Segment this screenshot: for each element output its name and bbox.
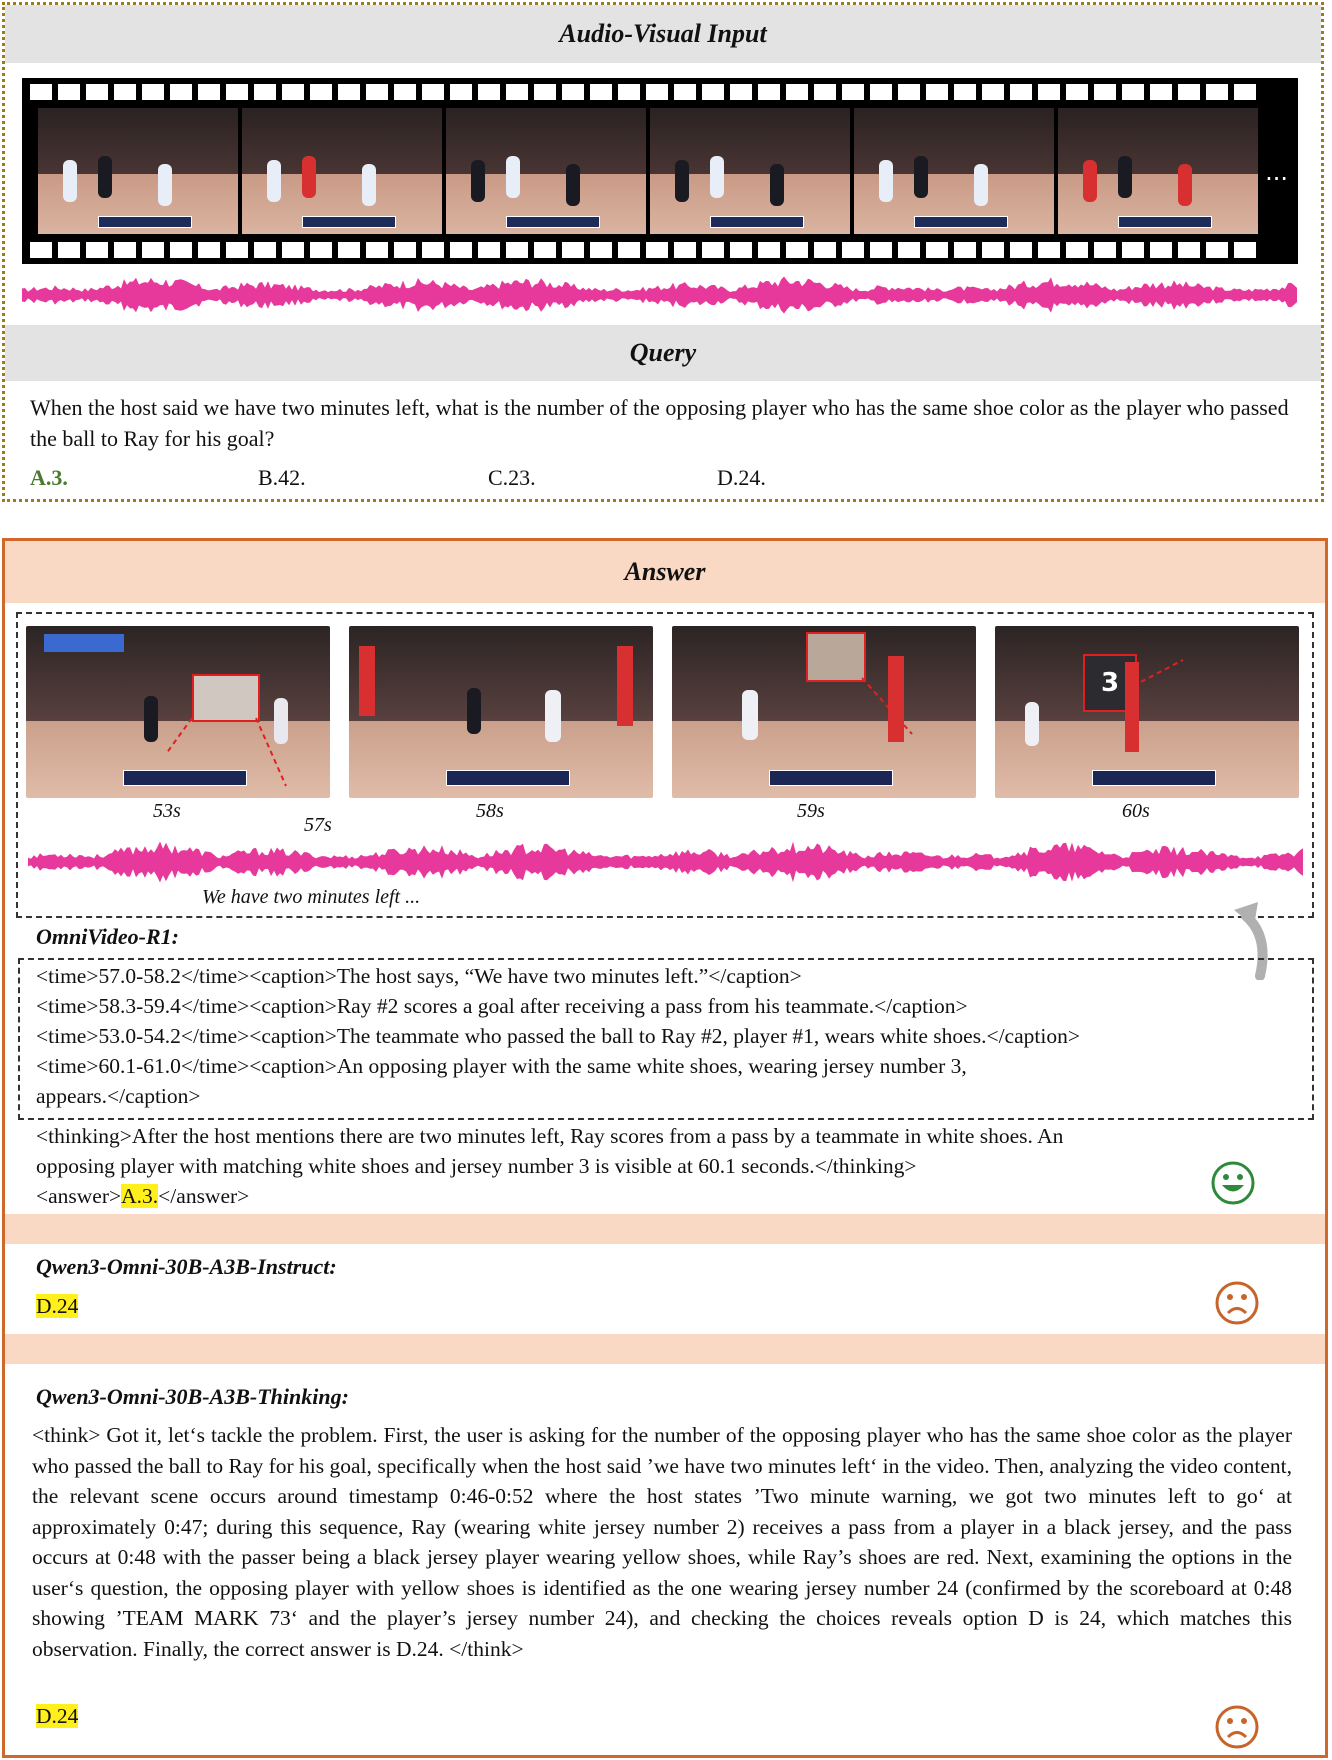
option-d: D.24. bbox=[717, 465, 766, 490]
film-frame bbox=[446, 108, 646, 234]
film-frame bbox=[38, 108, 238, 234]
option-a: A.3. bbox=[30, 465, 68, 490]
thinking-model-label: Qwen3-Omni-30B-A3B-Thinking: bbox=[36, 1384, 349, 1409]
query-title: Query bbox=[629, 338, 697, 367]
caption-line-5: appears.</caption> bbox=[36, 1084, 201, 1108]
caption-line-4: <time>60.1-61.0</time><caption>An opposing player with the same white shoes, wearing jersey number 3, bbox=[36, 1054, 967, 1078]
caption-line-1: <time>57.0-58.2</time><caption>The host says, “We have two minutes left.”</caption> bbox=[36, 964, 802, 988]
happy-face-icon bbox=[1210, 1160, 1256, 1206]
film-frame bbox=[242, 108, 442, 234]
more-frames-ellipsis: ... bbox=[1265, 158, 1288, 186]
thinking-line-2: opposing player with matching white shoes and jersey number 3 is visible at 60.1 seconds.</thinking> bbox=[36, 1154, 917, 1178]
query-header bbox=[5, 325, 1321, 381]
answer-title: Answer bbox=[624, 557, 706, 586]
option-b: B.42. bbox=[258, 465, 306, 490]
time-label-53s: 53s bbox=[153, 800, 181, 822]
instruct-answer-value: D.24 bbox=[36, 1294, 79, 1318]
instruct-label: Qwen3-Omni-30B-A3B-Instruct: bbox=[36, 1254, 337, 1279]
instruct-answer-line bbox=[36, 1294, 78, 1319]
thinking-line-1: <thinking>After the host mentions there are two minutes left, Ray scores from a pass by a teammate in white shoes. An bbox=[36, 1124, 1064, 1148]
keyframe-60s bbox=[995, 626, 1299, 798]
filmstrip-frames bbox=[38, 108, 1258, 234]
caption-line-3: <time>53.0-54.2</time><caption>The teammate who passed the ball to Ray #2, player #1, wears white shoes.</caption> bbox=[36, 1024, 1080, 1048]
video-filmstrip bbox=[22, 78, 1298, 264]
separator-2 bbox=[5, 1334, 1325, 1364]
time-label-58s: 58s bbox=[476, 800, 504, 822]
keyframe-58s bbox=[349, 626, 653, 798]
option-c: C.23. bbox=[488, 465, 536, 490]
film-frame bbox=[854, 108, 1054, 234]
sprocket-row-bottom bbox=[30, 242, 1290, 258]
time-label-57s: 57s bbox=[304, 814, 332, 836]
film-frame bbox=[650, 108, 850, 234]
sad-face-icon bbox=[1214, 1704, 1260, 1750]
omni-answer-line bbox=[36, 1184, 249, 1209]
film-frame bbox=[1058, 108, 1258, 234]
thinking-answer-value: D.24 bbox=[36, 1704, 79, 1728]
answer-audio-waveform bbox=[28, 838, 1304, 886]
keyframe-59s bbox=[672, 626, 976, 798]
omni-answer-value: A.3. bbox=[121, 1184, 159, 1208]
sprocket-row-top bbox=[30, 84, 1290, 100]
time-label-60s: 60s bbox=[1122, 800, 1150, 822]
thinking-answer-line bbox=[36, 1704, 78, 1729]
time-label-59s: 59s bbox=[797, 800, 825, 822]
sad-face-icon bbox=[1214, 1280, 1260, 1326]
audio-quote: We have two minutes left ... bbox=[202, 886, 421, 908]
jersey-zoom: 3 bbox=[1083, 654, 1137, 712]
answer-close-tag: </answer> bbox=[158, 1184, 250, 1208]
thinking-model-text: <think> Got it, let‘s tackle the problem. First, the user is asking for the number of the opposing player who has the same shoe color as the player who passed the ball to Ray for his goal, specifically when the host said ’we have two minutes left‘ in the video. Then, analyzing the video content, the relevant scene occurs around timestamp 0:46-0:52 where the host states ’Two minute warning, we got two minutes left to go‘ at approximately 0:47; during this sequence, Ray (wearing white jersey number 2) receives a pass from a player in a black jersey, and the pass occurs at 0:48 with the passer being a black jersey player wearing yellow shoes, while Ray’s shoes are red. Next, examining the options in the user‘s question, the opposing player with yellow shoes is identified as the one wearing jersey number 24 (confirmed by the scoreboard at 0:48 showing ’TEAM MARK 73‘ and the player’s jersey number 24), and checking the choices reveals option D is 24, which matches this observation. Finally, the correct answer is D.24. </think> bbox=[32, 1423, 1292, 1661]
answer-open-tag: <answer> bbox=[36, 1184, 122, 1208]
separator-1 bbox=[5, 1214, 1325, 1244]
input-header bbox=[5, 5, 1321, 63]
query-question: When the host said we have two minutes left, what is the number of the opposing player who has the same shoe color as the player who passed the ball to Ray for his goal? bbox=[30, 395, 1289, 451]
omnivideo-r1-label: OmniVideo-R1: bbox=[36, 924, 180, 949]
audio-waveform bbox=[22, 272, 1298, 318]
caption-line-2: <time>58.3-59.4</time><caption>Ray #2 scores a goal after receiving a pass from his teammate.</caption> bbox=[36, 994, 968, 1018]
keyframe-53s bbox=[26, 626, 330, 798]
input-title: Audio-Visual Input bbox=[559, 19, 767, 48]
answer-header bbox=[5, 541, 1325, 603]
